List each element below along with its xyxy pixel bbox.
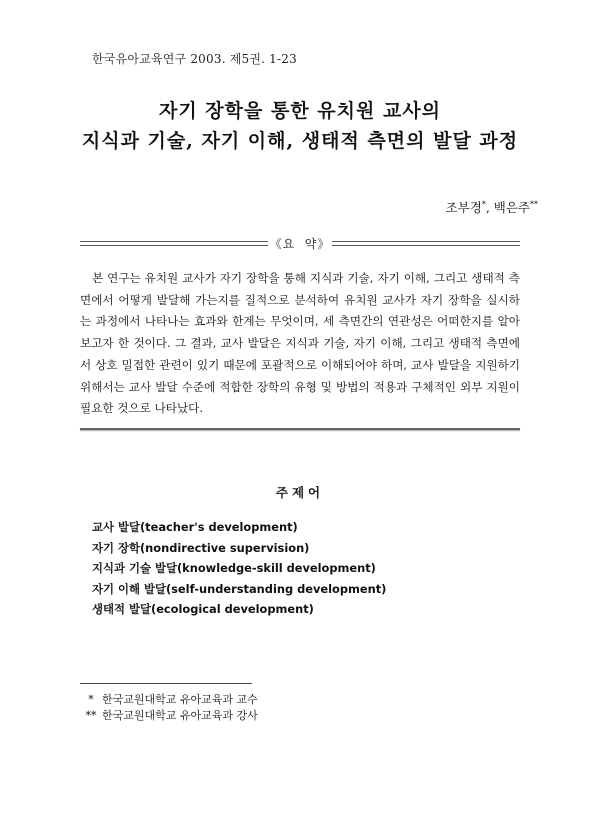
footnote-mark: ** <box>85 709 97 722</box>
footnote-text: 한국교원대학교 유아교육과 강사 <box>102 709 258 722</box>
footnote-item <box>80 692 258 708</box>
abstract-label: 《요 약》 <box>269 237 331 251</box>
abstract-bottom-rule <box>80 428 520 430</box>
footnote-separator <box>80 683 252 684</box>
paper-title-line-1: 자기 장학을 통한 유치원 교사의 <box>158 100 442 122</box>
keyword-item: 자기 이해 발달(self-understanding development) <box>92 581 387 596</box>
abstract-header-rule-left <box>80 241 268 246</box>
footnote-text: 한국교원대학교 유아교육과 교수 <box>102 693 258 706</box>
author-2-footnote-mark: ** <box>530 199 538 209</box>
footnote-item <box>80 708 258 724</box>
author-2: 백은주 <box>493 200 530 215</box>
keyword-item: 자기 장학(nondirective supervision) <box>92 540 310 555</box>
abstract-body <box>80 268 520 420</box>
author-separator: , <box>485 200 494 215</box>
author-1-footnote-mark: * <box>481 199 486 209</box>
keywords-heading: 주제어 <box>275 485 325 500</box>
keyword-item: 지식과 기술 발달(knowledge-skill development) <box>92 561 376 576</box>
abstract-header <box>80 235 520 251</box>
footnote-list <box>80 692 258 724</box>
keyword-item: 생태적 발달(ecological development) <box>92 602 314 617</box>
paper-title-line-2: 지식과 기술, 자기 이해, 생태적 측면의 발달 과정 <box>81 130 519 152</box>
keyword-list <box>92 517 386 620</box>
abstract-header-rule-right <box>332 241 520 246</box>
journal-citation: 한국유아교육연구 2003. 제5권. 1-23 <box>92 52 297 66</box>
author-1: 조부경 <box>445 200 482 215</box>
author-list <box>446 198 538 216</box>
abstract-text: 본 연구는 유치원 교사가 자기 장학을 통해 지식과 기술, 자기 이해, 그리고 생태적 측면에서 어떻게 발달해 가는지를 질적으로 분석하여 유치원 교사가 자기 장학을 실시하는 과정에서 나타나는 효과와 한계는 무엇이며, 세 측면간의 연관성은 어떠한지를 알아보고자 한 것이다. 그 결과, 교사 발달은 지식과 기술, 자기 이해, 그리고 생태적 측면에서 상호 밀접한 관련이 있기 때문에 포괄적으로 이해되어야 하며, 교사 발달을 지원하기 위해서는 교사 발달 수준에 적합한 장학의 유형 및 방법의 적용과 구체적인 외부 지원이 필요한 것으로 나타났다. <box>80 271 520 416</box>
footnote-mark: * <box>88 693 94 706</box>
keyword-item: 교사 발달(teacher's development) <box>92 520 298 534</box>
